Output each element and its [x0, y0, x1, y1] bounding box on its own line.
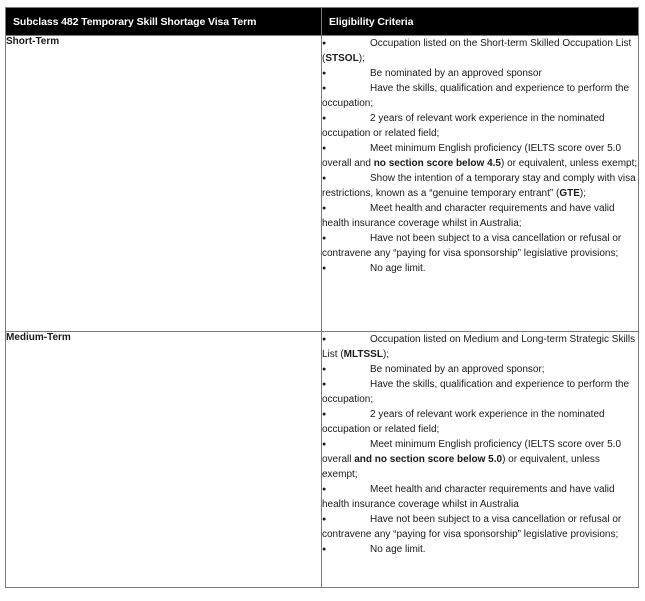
bullet-icon	[322, 332, 370, 347]
criteria-text: );	[358, 53, 365, 64]
term-cell-medium-term: Medium-Term	[6, 332, 322, 588]
criteria-text: ) or equivalent, unless exempt;	[322, 454, 600, 480]
bullet-icon	[322, 437, 370, 452]
criteria-item	[322, 332, 638, 362]
criteria-text: 2 years of relevant work experience in the nominated occupation or related field;	[322, 409, 605, 435]
bullet-icon	[322, 512, 370, 527]
criteria-item	[322, 231, 638, 261]
criteria-text: Be nominated by an approved sponsor;	[370, 364, 545, 375]
criteria-text-bold: STSOL	[325, 53, 359, 64]
criteria-list-short-term	[322, 36, 638, 276]
bullet-icon	[322, 36, 370, 51]
criteria-item	[322, 141, 638, 171]
criteria-text: Have not been subject to a visa cancellation or refusal or contravene any “paying for visa sponsorship” legislative provisions;	[322, 233, 622, 259]
header-eligibility-criteria: Eligibility Criteria	[322, 8, 639, 36]
criteria-text: Show the intention of a temporary stay and comply with visa restrictions, known as a “genuine temporary entrant” (	[322, 173, 636, 199]
bullet-icon	[322, 261, 370, 276]
bullet-icon	[322, 201, 370, 216]
criteria-item	[322, 261, 638, 276]
bullet-icon	[322, 362, 370, 377]
criteria-item	[322, 437, 638, 482]
criteria-text: No age limit.	[370, 544, 426, 555]
bullet-icon	[322, 171, 370, 186]
criteria-text: Occupation listed on Medium and Long-term Strategic Skills List (	[322, 334, 636, 360]
criteria-text: Be nominated by an approved sponsor	[370, 68, 542, 79]
bullet-icon	[322, 407, 370, 422]
criteria-text-bold: and no section score below 5.0	[354, 454, 503, 465]
bullet-icon	[322, 482, 370, 497]
bullet-icon	[322, 542, 370, 557]
criteria-item	[322, 377, 638, 407]
bullet-icon	[322, 377, 370, 392]
criteria-text: Meet minimum English proficiency (IELTS score over 5.0 overall	[322, 439, 622, 465]
table-header-row	[6, 8, 639, 36]
bullet-icon	[322, 81, 370, 96]
criteria-text-bold: MLTSSL	[343, 349, 383, 360]
criteria-text: Have not been subject to a visa cancellation or refusal or contravene any “paying for visa sponsorship” legislative provisions;	[322, 514, 622, 540]
term-cell-short-term: Short-Term	[6, 36, 322, 332]
criteria-list-medium-term	[322, 332, 638, 557]
criteria-item	[322, 36, 638, 66]
criteria-cell-medium-term	[322, 332, 639, 588]
criteria-item	[322, 111, 638, 141]
criteria-text: );	[382, 349, 390, 360]
criteria-item	[322, 66, 638, 81]
criteria-item	[322, 512, 638, 542]
table-row-medium-term	[6, 332, 639, 588]
criteria-text: Occupation listed on the Short-term Skilled Occupation List (	[322, 38, 632, 64]
bullet-icon	[322, 111, 370, 126]
criteria-text: Meet health and character requirements and have valid health insurance coverage whilst in Australia	[322, 484, 615, 510]
criteria-item	[322, 171, 638, 201]
criteria-item	[322, 482, 638, 512]
criteria-item	[322, 407, 638, 437]
criteria-text: Meet minimum English proficiency (IELTS score over 5.0 overall and	[322, 143, 622, 169]
header-visa-term: Subclass 482 Temporary Skill Shortage Visa Term	[6, 8, 322, 36]
criteria-item	[322, 542, 638, 557]
visa-eligibility-table	[5, 7, 639, 588]
bullet-icon	[322, 141, 370, 156]
criteria-item	[322, 362, 638, 377]
criteria-text: No age limit.	[370, 263, 426, 274]
criteria-text: Have the skills, qualification and experience to perform the occupation;	[322, 379, 630, 405]
criteria-item	[322, 81, 638, 111]
criteria-cell-short-term	[322, 36, 639, 332]
criteria-text-bold: GTE	[559, 188, 580, 199]
criteria-text: Have the skills, qualification and experience to perform the occupation;	[322, 83, 630, 109]
bullet-icon	[322, 231, 370, 246]
criteria-item	[322, 201, 638, 231]
criteria-text-bold: no section score below 4.5	[373, 158, 501, 169]
criteria-text: 2 years of relevant work experience in the nominated occupation or related field;	[322, 113, 605, 139]
bullet-icon	[322, 66, 370, 81]
criteria-text: Meet health and character requirements and have valid health insurance coverage whilst in Australia;	[322, 203, 615, 229]
table-row-short-term	[6, 36, 639, 332]
criteria-text: );	[579, 188, 587, 199]
criteria-text: ) or equivalent, unless exempt;	[500, 158, 638, 169]
